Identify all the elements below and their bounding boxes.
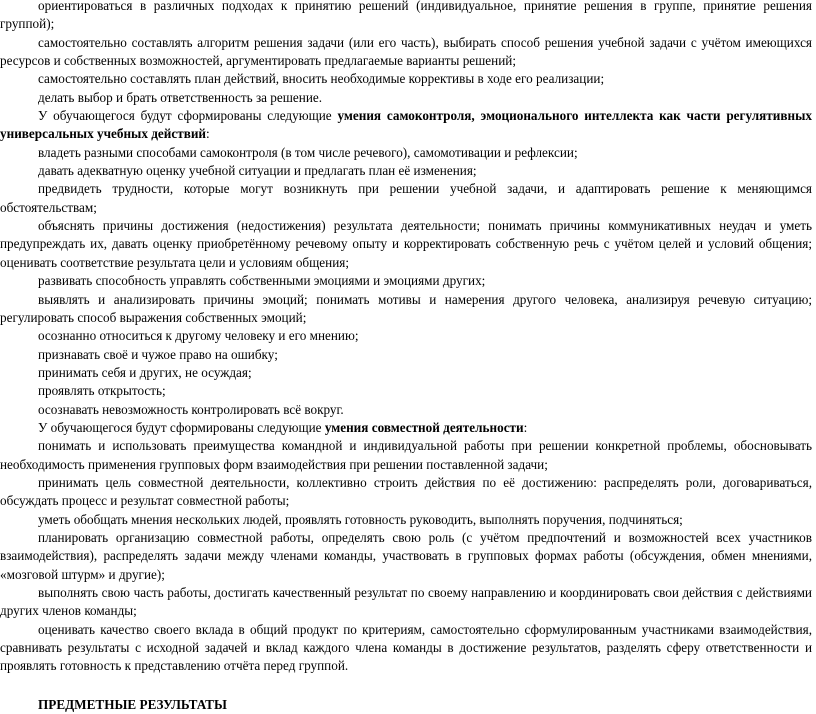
intro-self-control-colon: : [206,126,210,142]
paragraph-explain-causes: объяснять причины достижения (недостижения) результата деятельности; понимать причины коммуникативных неудач и уметь предупреждать их, давать оценку приобретённому речевому опыту и корректировать собственную речь с учётом целей и условий общения; оценивать соответствие результата цели и условиям общения; [0,218,812,270]
section-heading: ПРЕДМЕТНЫЕ РЕЗУЛЬТАТЫ [38,696,227,712]
paragraph-decision-approaches: ориентироваться в различных подходах к принятию решений (индивидуальное, принятие решения в группе, принятие решения группой); [0,0,812,32]
intro-cooperation-colon: : [523,419,528,435]
paragraph-situation-assessment: давать адекватную оценку учебной ситуации и предлагать план её изменения; [38,163,477,179]
paragraph-foresee-difficulties: предвидеть трудности, которые могут возникнуть при решении учебной задачи, и адаптировать решение к меняющимся обстоятельствам; [0,181,812,215]
paragraph-manage-emotions: развивать способность управлять собственными эмоциями и эмоциями других; [38,273,486,289]
paragraph-joint-goal: принимать цель совместной деятельности, коллективно строить действия по её достижению: распределять роли, договариваться, обсуждать процесс и результат совместной работы; [0,474,812,509]
paragraph-algorithm: самостоятельно составлять алгоритм решения задачи (или его часть), выбирать способ решения учебной задачи с учётом имеющихся ресурсов и собственных возможностей, аргументировать предлагаемые варианты решений; [0,34,812,69]
paragraph-team-advantages: понимать и использовать преимущества командной и индивидуальной работы при решении конкретной проблемы, обосновывать необходимость применения групповых форм взаимодействия при решении поставленной задачи; [0,438,812,472]
intro-self-control [0,107,812,144]
intro-cooperation-text: У обучающегося будут сформированы следующие [38,419,325,435]
paragraph-cannot-control-all: осознавать невозможность контролировать всё вокруг. [38,401,344,417]
intro-cooperation-bold: умения совместной деятельности [324,419,524,435]
intro-cooperation [0,419,812,437]
paragraph-evaluate-contribution: оценивать качество своего вклада в общий продукт по критериям, самостоятельно сформулированным участниками взаимодействия, сравнивать результаты с исходной задачей и вклад каждого члена команды в достижение результатов, разделять сферу ответственности и проявлять готовность к представлению отчёта перед группой. [0,621,812,674]
paragraph-right-to-mistake: признавать своё и чужое право на ошибку; [38,346,278,362]
section-spacer [0,676,812,696]
paragraph-respect-others: осознанно относиться к другому человеку и его мнению; [38,328,359,344]
paragraph-openness: проявлять открытость; [38,383,166,399]
paragraph-plan-joint-work: планировать организацию совместной работы, определять свою роль (с учётом предпочтений и возможностей всех участников взаимодействия), распределять задачи между членами команды, участвовать в групповых формах работы (обсуждения, обмен мнениями, «мозговой штурм» и другие); [0,529,812,582]
paragraph-analyze-emotions: выявлять и анализировать причины эмоций; понимать мотивы и намерения другого человека, анализируя речевую ситуацию; регулировать способ выражения собственных эмоций; [0,291,812,325]
paragraph-generalize-opinions: уметь обобщать мнения нескольких людей, проявлять готовность руководить, выполнять поручения, подчиняться; [38,511,683,527]
paragraph-do-own-part: выполнять свою часть работы, достигать качественный результат по своему направлению и координировать свои действия с действиями других членов команды; [0,585,812,619]
intro-self-control-text: У обучающегося будут сформированы следующие [38,108,338,124]
paragraph-responsibility: делать выбор и брать ответственность за решение. [38,89,323,105]
paragraph-action-plan: самостоятельно составлять план действий, вносить необходимые коррективы в ходе его реализации; [38,71,605,87]
intro-self-control-bold: умения самоконтроля, эмоционального интеллекта как части регулятивных универсальных учебных действий [0,108,812,142]
paragraph-accept-without-judging: принимать себя и других, не осуждая; [38,364,252,380]
paragraph-self-control-methods: владеть разными способами самоконтроля (в том числе речевого), самомотивации и рефлексии; [38,144,578,160]
